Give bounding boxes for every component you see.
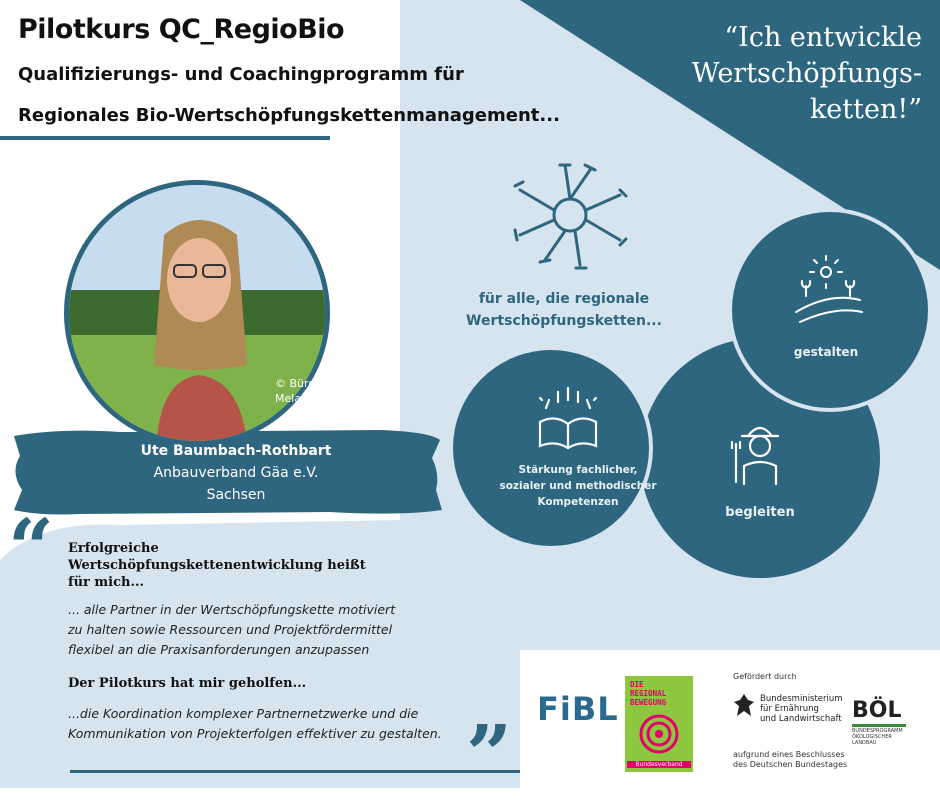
quote-line1: “Ich entwickle (724, 22, 922, 53)
ministry-line2: für Ernährung (760, 704, 819, 714)
boel-stripe (852, 724, 906, 727)
quote-line2: Wertschöpfungs- (691, 58, 922, 89)
body1-line3: flexibel an die Praxisanforderungen anzupassen (68, 642, 370, 657)
regional-bewegung-text (630, 680, 666, 707)
open-quote-icon: “ (8, 501, 55, 595)
label-staerkung (488, 462, 668, 510)
regional-line2: REGIONAL (630, 689, 667, 698)
subtitle-line2: Regionales Bio-Wertschöpfungskettenmanagement... (18, 105, 560, 126)
tagline (428, 288, 700, 332)
testimonial-heading (68, 540, 366, 591)
heading-line3: für mich... (68, 575, 145, 590)
fibl-logo: FiBL (537, 690, 619, 728)
ministry-name (760, 694, 843, 724)
person-organization: Anbauverband Gäa e.V. (153, 465, 319, 481)
page-title: Pilotkurs QC_RegioBio (18, 14, 345, 45)
bundestag-decision-text (733, 750, 847, 770)
body1-line1: ... alle Partner in der Wertschöpfungskette motiviert (68, 602, 396, 617)
heading-line1: Erfolgreiche (68, 541, 159, 556)
ministry-line1: Bundesministerium (760, 694, 843, 704)
header-underline (0, 136, 330, 140)
ministry-line3: und Landwirtschaft (760, 714, 842, 724)
funded-by-text: Gefördert durch (733, 672, 797, 681)
portrait-photo (64, 180, 330, 446)
regional-line3: BEWEGUNG (630, 698, 667, 707)
photo-credit-line1: © Bürgermolkerei (275, 377, 374, 390)
regional-line1: DIE (630, 680, 644, 689)
photo-credit (275, 376, 374, 406)
label-gestalten: gestalten (793, 345, 859, 359)
close-quote-icon: ” (466, 707, 513, 801)
body2-line2: Kommunikation von Projekterfolgen effektiver zu gestalten. (68, 726, 442, 741)
person-info (108, 440, 364, 506)
heading-line2: Wertschöpfungskettenentwicklung heißt (68, 558, 366, 573)
testimonial-body1 (68, 600, 395, 660)
decision-line2: des Deutschen Bundestages (733, 760, 848, 769)
testimonial-heading2: Der Pilotkurs hat mir geholfen... (68, 676, 307, 691)
decision-line1: aufgrund eines Beschlusses (733, 750, 845, 759)
photo-credit-line2: Melanie Mahrhold (275, 392, 373, 405)
quote-banner (600, 20, 922, 128)
body2-line1: ...die Koordination komplexer Partnernetzwerke und die (68, 706, 419, 721)
person-region: Sachsen (206, 487, 266, 503)
label-begleiten: begleiten (725, 505, 795, 520)
tagline-line2: Wertschöpfungsketten... (466, 313, 662, 329)
boel-logo: BÖL (852, 698, 902, 723)
staerkung-line2: sozialer und methodischer (499, 480, 657, 492)
regional-footer: Bundesverband (627, 761, 691, 768)
eagle-icon (733, 692, 755, 720)
body1-line2: zu halten sowie Ressourcen und Projektfördermittel (68, 622, 393, 637)
testimonial-body2 (68, 704, 442, 744)
staerkung-line1: Stärkung fachlicher, (518, 464, 638, 476)
quote-line3: ketten!” (809, 94, 922, 125)
staerkung-line3: Kompetenzen (537, 496, 619, 508)
subtitle-line1: Qualifizierungs- und Coachingprogramm für (18, 64, 464, 85)
tagline-line1: für alle, die regionale (478, 291, 650, 307)
boel-subtitle: BUNDESPROGRAMM ÖKOLOGISCHER LANDBAU (852, 728, 903, 746)
person-name: Ute Baumbach-Rothbart (140, 443, 332, 459)
